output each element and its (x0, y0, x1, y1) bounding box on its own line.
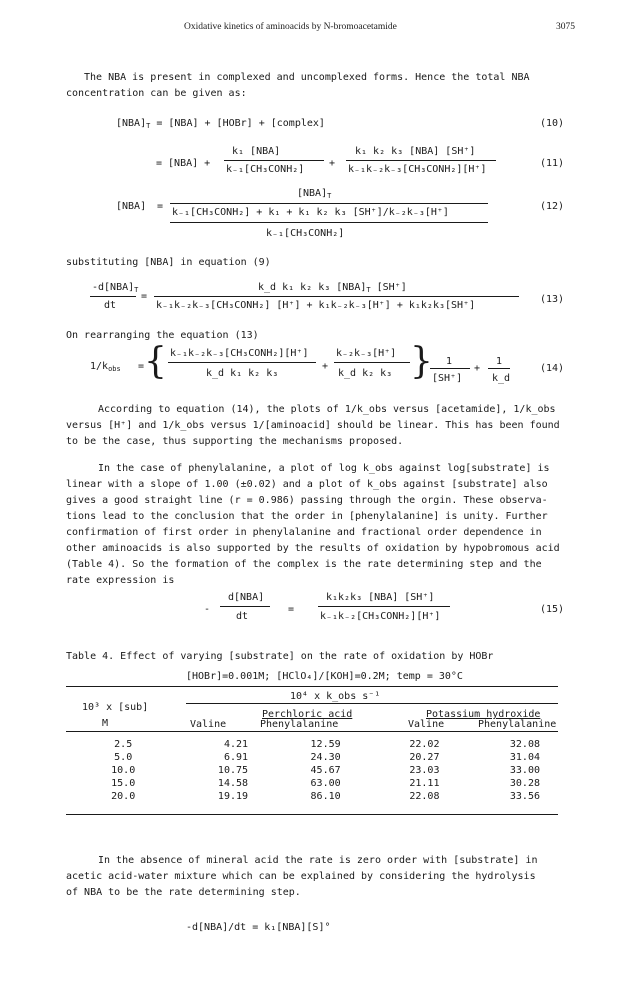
equation-13-number: (13) (540, 294, 565, 305)
paragraph-1-line-1: According to equation (14), the plots of 1/k_obs versus [acetamide], 1/k_obs (98, 404, 556, 415)
table-col-3: Valine (408, 719, 445, 730)
paragraph-1-line-3: to be the case, thus supporting the mechanisms proposed. (66, 436, 404, 447)
equation-12-lhs: [NBA] (116, 201, 147, 212)
table-stub-head-1: 10³ x [sub] (82, 702, 149, 713)
equation-14-lhs: $1/k_{obs}$ (90, 361, 121, 373)
equation-11-number: (11) (540, 158, 565, 169)
equation-14-c-num: 1 (446, 356, 453, 367)
paragraph-2-line-8: rate expression is (66, 575, 175, 586)
table-cell-substrate: 2.5 (114, 739, 133, 750)
data-table (66, 738, 558, 803)
table-cell-value: 33.00 (509, 765, 540, 776)
table-cell-value: 23.03 (409, 765, 440, 776)
paragraph-2-line-7: (Table 4). So the formation of the complex is the rate determining step and the (66, 559, 542, 570)
paragraph-2-line-4: tions lead to the conclusion that the order in [phenylalanine] is unity. Further (66, 511, 548, 522)
table-cell-value: 45.67 (310, 765, 341, 776)
table-row (66, 764, 558, 777)
equation-15-lhs-den: dt (236, 611, 249, 622)
paragraph-2-line-1: In the case of phenylalanine, a plot of log k_obs against log[substrate] is (98, 463, 550, 474)
equation-14-c-den: [SH⁺] (432, 373, 463, 384)
right-brace: } (410, 341, 433, 382)
table-col-2: Phenylalanine (260, 719, 339, 730)
table-cell-value: 24.30 (310, 752, 341, 763)
table-cell-value: 22.02 (409, 739, 440, 750)
fraction-bar (430, 368, 470, 369)
rearranging-line: On rearranging the equation (13) (66, 330, 259, 341)
equation-14-d-den: k_d (492, 373, 511, 384)
table-cell-value: 31.04 (509, 752, 540, 763)
table-cell-value: 19.19 (217, 791, 249, 802)
table-row (66, 738, 558, 751)
equation-11-frac2-num: k₁ k₂ k₃ [NBA] [SH⁺] (355, 146, 476, 157)
equation-13-rhs-num: k_d k₁ k₂ k₃ $[NBA]_T$ [SH⁺] (258, 282, 407, 294)
equation-11-lead: = [NBA] + (156, 158, 211, 169)
fraction-bar (90, 296, 136, 297)
fraction-bar (220, 606, 270, 607)
table-span-rule (186, 703, 558, 704)
table-cell-value: 30.28 (509, 778, 540, 789)
paragraph-2-line-6: other aminoacids is also supported by the results of oxidation by hypobromous acid (66, 543, 560, 554)
paragraph-2-line-3: gives a good straight line (r = 0.986) passing through the orgin. These observa- (66, 495, 548, 506)
equation-10: $[NBA]_T = [NBA]$ + [HOBr] + [complex] (116, 118, 325, 130)
equation-14-eq: = (138, 361, 145, 372)
equation-12-mid: k₋₁[CH₃CONH₂] + k₁ + k₁ k₂ k₃ [SH⁺]/k₋₂k₋₃[H⁺] (172, 207, 449, 218)
equation-15-minus: - (204, 604, 211, 615)
table-cell-value: 6.91 (223, 752, 249, 763)
table-cell-substrate: 20.0 (111, 791, 136, 802)
equation-15-rhs-num: k₁k₂k₃ [NBA] [SH⁺] (326, 592, 435, 603)
table-cell-value: 10.75 (217, 765, 249, 776)
fraction-bar (154, 296, 519, 297)
equation-15-eq: = (288, 604, 295, 615)
table-cell-value: 12.59 (310, 739, 341, 750)
table-row (66, 777, 558, 790)
equation-13-eq: = (141, 291, 148, 302)
table-conditions: [HOBr]=0.001M; [HClO₄]/[KOH]=0.2M; temp = 30°C (186, 671, 463, 682)
equation-11-frac1-num: k₁ [NBA] (232, 146, 281, 157)
table-group-1: Perchloric acid (262, 709, 353, 720)
substituting-line: substituting [NBA] in equation (9) (66, 257, 271, 268)
equation-13-rhs-den: k₋₁k₋₂k₋₃[CH₃CONH₂] [H⁺] + k₁k₋₂k₋₃[H⁺] + k₁k₂k₃[SH⁺] (156, 300, 476, 311)
table-cell-value: 32.08 (509, 739, 540, 750)
paragraph-3-line-2: acetic acid-water mixture which can be explained by considering the hydrolysis (66, 871, 536, 882)
fraction-bar (488, 368, 510, 369)
table-stub-head-2: M (102, 718, 109, 729)
paragraph-3-line-1: In the absence of mineral acid the rate is zero order with [substrate] in (98, 855, 538, 866)
equation-12-bot: k₋₁[CH₃CONH₂] (266, 228, 345, 239)
running-head: Oxidative kinetics of aminoacids by N-bromoacetamide (184, 22, 397, 32)
equation-11-frac2-den: k₋₁k₋₂k₋₃[CH₃CONH₂][H⁺] (348, 164, 487, 175)
table-row (66, 751, 558, 764)
equation-14-a-num: k₋₁k₋₂k₋₃[CH₃CONH₂][H⁺] (170, 348, 309, 359)
equation-14-number: (14) (540, 363, 565, 374)
fraction-bar (170, 203, 488, 204)
table-head-rule (66, 731, 558, 732)
fraction-bar (224, 160, 324, 161)
table-cell-substrate: 15.0 (111, 778, 136, 789)
table-cell-value: 22.08 (409, 791, 440, 802)
table-cell-value: 4.21 (223, 739, 249, 750)
equation-13-lhs-den: dt (104, 300, 117, 311)
equation-11-frac1-den: k₋₁[CH₃CONH₂] (226, 164, 305, 175)
table-cell-substrate: 10.0 (111, 765, 136, 776)
equation-14-b-num: k₋₂k₋₃[H⁺] (336, 348, 397, 359)
equation-11-plus: + (329, 158, 336, 169)
equation-14-d-num: 1 (496, 356, 503, 367)
paragraph-2-line-5: confirmation of first order in phenylalanine and fractional order dependence in (66, 527, 542, 538)
table-cell-value: 63.00 (310, 778, 341, 789)
equation-12-top: $[NBA]_T$ (297, 188, 332, 200)
equation-14-plus: + (322, 361, 329, 372)
equation-15-lhs-num: d[NBA] (228, 592, 265, 603)
table-caption: Table 4. Effect of varying [substrate] on the rate of oxidation by HOBr (66, 651, 494, 662)
paragraph-3-line-3: of NBA to be the rate determining step. (66, 887, 301, 898)
table-cell-value: 21.11 (409, 778, 440, 789)
intro-line-1: The NBA is present in complexed and uncomplexed forms. Hence the total NBA (84, 72, 530, 83)
fraction-bar (346, 160, 496, 161)
table-bottom-rule (66, 814, 558, 815)
equation-13-lhs-num: $-d[NBA]_T$ (92, 282, 139, 294)
paragraph-1-line-2: versus [H⁺] and 1/k_obs versus 1/[aminoacid] should be linear. This has been found (66, 420, 560, 431)
paragraph-2-line-2: linear with a slope of 1.00 (±0.02) and a plot of k_obs against [substrate] also (66, 479, 548, 490)
table-cell-value: 86.10 (310, 791, 341, 802)
equation-15-rhs-den: k₋₁k₋₂[CH₃CONH₂][H⁺] (320, 611, 441, 622)
running-header (0, 22, 624, 36)
table-col-1: Valine (190, 719, 227, 730)
fraction-bar (168, 362, 316, 363)
table-top-rule (66, 686, 558, 687)
table-row (66, 790, 558, 803)
table-col-4: Phenylalanine (478, 719, 557, 730)
table-cell-value: 33.56 (509, 791, 540, 802)
equation-14-a-den: k_d k₁ k₂ k₃ (206, 368, 279, 379)
left-brace: { (144, 341, 167, 382)
fraction-bar (170, 222, 488, 223)
table-cell-value: 14.58 (217, 778, 249, 789)
equation-15-number: (15) (540, 604, 565, 615)
equation-12-eq: = (157, 201, 164, 212)
equation-14-plus-2: + (474, 363, 481, 374)
fraction-bar (318, 606, 450, 607)
equation-10-number: (10) (540, 118, 565, 129)
page-number: 3075 (556, 22, 575, 32)
equation-14-b-den: k_d k₂ k₃ (338, 368, 393, 379)
equation-final: -d[NBA]/dt = k₁[NBA][S]° (186, 922, 331, 933)
table-cell-substrate: 5.0 (114, 752, 133, 763)
fraction-bar (334, 362, 410, 363)
intro-line-2: concentration can be given as: (66, 88, 247, 99)
equation-12-number: (12) (540, 201, 565, 212)
table-span-head: 10⁴ x k_obs s⁻¹ (290, 691, 381, 702)
table-cell-value: 20.27 (409, 752, 440, 763)
table-group-2: Potassium hydroxide (426, 709, 541, 720)
